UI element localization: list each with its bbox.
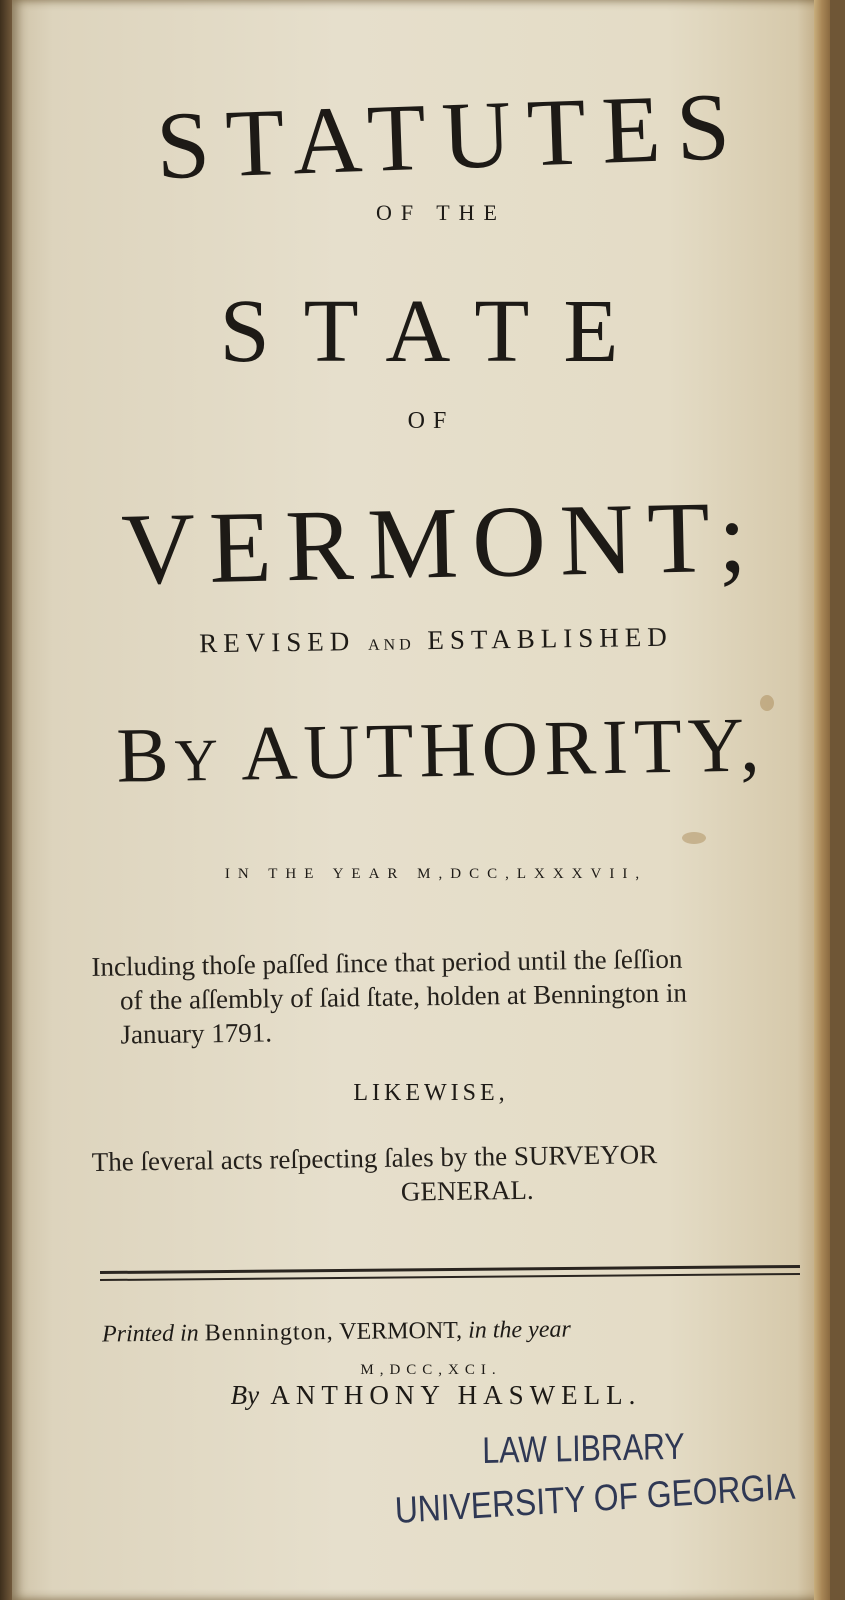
title-of: OF (407, 408, 455, 434)
several-line-2: GENERAL. (400, 1174, 534, 1207)
printer-line (42, 1380, 830, 1411)
revised-established-line (42, 620, 830, 662)
page-edge (814, 0, 830, 1600)
title-vermont: VERMONT; (120, 480, 762, 607)
several-line-1: The ſeveral acts reſpecting ſales by the SURVEYOR (91, 1139, 658, 1177)
foxing-spot (682, 832, 706, 844)
by-rest: Y (174, 726, 221, 794)
authority-word: AUTHORITY, (240, 700, 767, 797)
including-line-2: of the aſſembly of ſaid ſtate, holden at Bennington in (119, 977, 688, 1016)
year-line: IN THE YEAR M,DCC,LXXXVII, (224, 866, 648, 882)
imprint-in-the-year: in the year (467, 1316, 571, 1344)
including-line-1: Including thoſe paſſed ſince that period until the ſeſſion (91, 943, 683, 982)
imprint-bennington: Bennington, (204, 1319, 334, 1347)
and-word: AND (367, 636, 415, 654)
imprint-line (102, 1315, 770, 1349)
revised-word: REVISED (199, 626, 356, 659)
several-acts-paragraph (92, 1135, 803, 1213)
imprint-year: M,DCC,XCI. (360, 1362, 502, 1378)
imprint-vermont: VERMONT, (339, 1317, 463, 1346)
established-word: ESTABLISHED (427, 621, 673, 656)
printed-in: Printed in (101, 1320, 199, 1348)
title-of-the: OF THE (376, 200, 506, 225)
including-paragraph (91, 940, 792, 1052)
title-page (12, 0, 830, 1600)
title-state: STATE (219, 282, 653, 381)
double-rule-bottom (100, 1273, 800, 1281)
title-statutes: STATUTES (154, 71, 748, 200)
printer-by: By (230, 1380, 260, 1410)
double-rule-top (100, 1265, 800, 1274)
likewise-heading: LIKEWISE, (353, 1080, 509, 1106)
by-initial: B (115, 710, 176, 799)
library-stamp-line-1: LAW LIBRARY (482, 1425, 685, 1471)
printer-name: ANTHONY HASWELL. (270, 1380, 642, 1410)
by-authority-line (51, 698, 830, 802)
library-stamp-line-2: UNIVERSITY OF GEORGIA (394, 1465, 797, 1531)
including-line-3: January 1791. (120, 1017, 273, 1050)
